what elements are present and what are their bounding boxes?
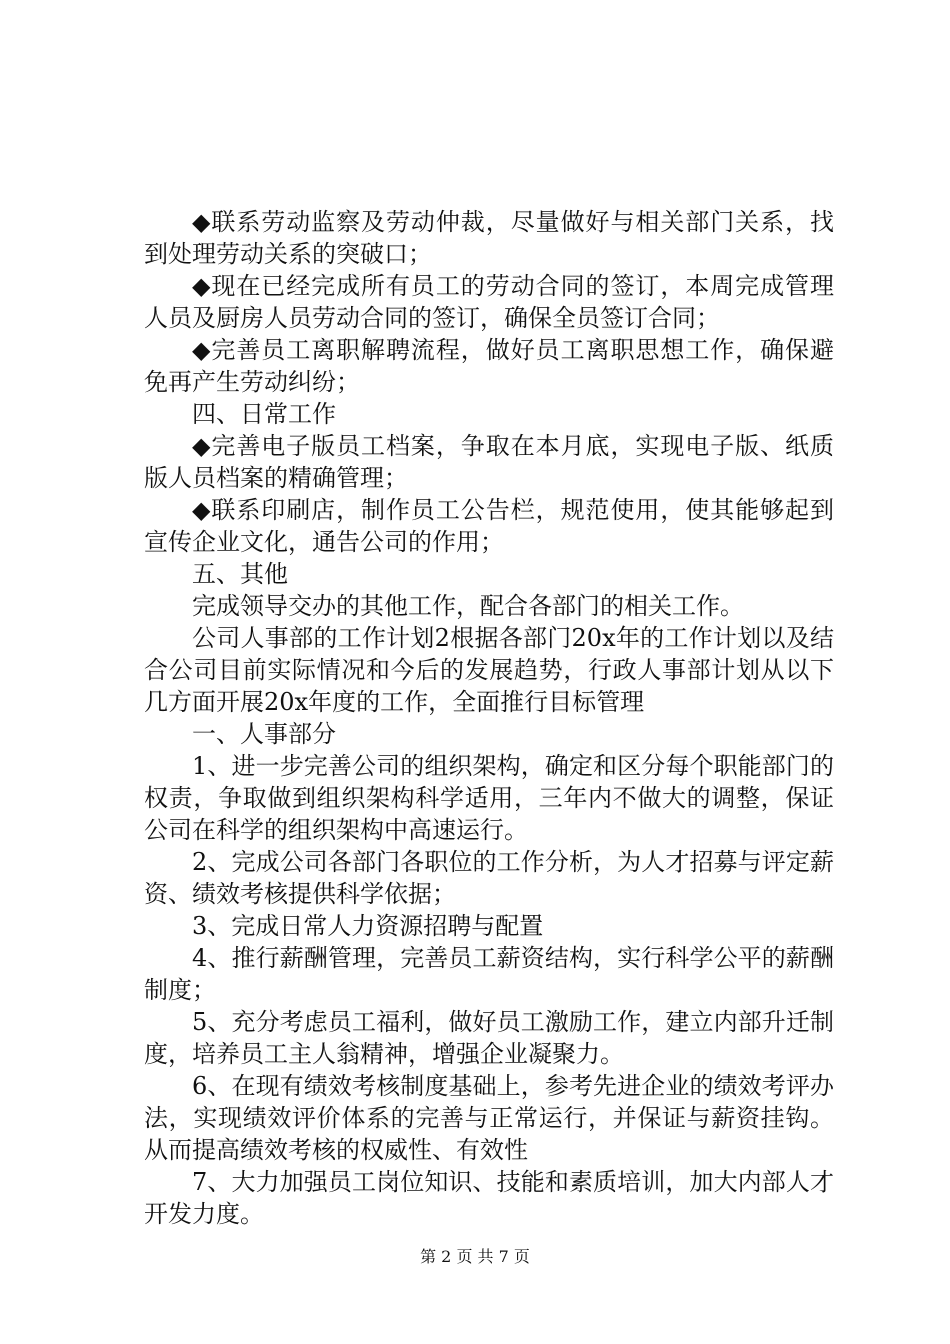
- paragraph-plan-intro: 公司人事部的工作计划2根据各部门20x年的工作计划以及结合公司目前实际情况和今后的发展趋势，行政人事部计划从以下几方面开展20x年度的工作，全面推行目标管理: [144, 624, 834, 716]
- list-item-6: 6、在现有绩效考核制度基础上，参考先进企业的绩效考评办法，实现绩效评价体系的完善与正常运行，并保证与薪资挂钩。从而提高绩效考核的权威性、有效性: [144, 1072, 834, 1164]
- section-heading-other: 五、其他: [192, 560, 288, 588]
- list-item-3: 3、完成日常人力资源招聘与配置: [192, 912, 544, 940]
- paragraph-bulletin-board: ◆联系印刷店，制作员工公告栏，规范使用，使其能够起到宣传企业文化，通告公司的作用；: [144, 496, 834, 556]
- page-number-footer: 第 2 页 共 7 页: [420, 1247, 530, 1266]
- document-body: [144, 206, 834, 1230]
- paragraph-other-tasks: 完成领导交办的其他工作，配合各部门的相关工作。: [192, 592, 744, 620]
- list-item-5: 5、充分考虑员工福利，做好员工激励工作，建立内部升迁制度，培养员工主人翁精神，增强企业凝聚力。: [144, 1008, 834, 1068]
- list-item-4: 4、推行薪酬管理，完善员工薪资结构，实行科学公平的薪酬制度；: [144, 944, 834, 1004]
- paragraph-labor-contracts: ◆现在已经完成所有员工的劳动合同的签订，本周完成管理人员及厨房人员劳动合同的签订，确保全员签订合同；: [144, 272, 834, 332]
- section-heading-daily-work: 四、日常工作: [192, 400, 336, 428]
- section-heading-hr: 一、人事部分: [192, 720, 336, 748]
- paragraph-resignation-process: ◆完善员工离职解聘流程，做好员工离职思想工作，确保避免再产生劳动纠纷；: [144, 336, 834, 396]
- list-item-2: 2、完成公司各部门各职位的工作分析，为人才招募与评定薪资、绩效考核提供科学依据；: [144, 848, 834, 908]
- paragraph-employee-files: ◆完善电子版员工档案，争取在本月底，实现电子版、纸质版人员档案的精确管理；: [144, 432, 834, 492]
- list-item-1: 1、进一步完善公司的组织架构，确定和区分每个职能部门的权责，争取做到组织架构科学适用，三年内不做大的调整，保证公司在科学的组织架构中高速运行。: [144, 752, 834, 844]
- paragraph-labor-arbitration: ◆联系劳动监察及劳动仲裁，尽量做好与相关部门关系，找到处理劳动关系的突破口；: [144, 208, 834, 268]
- list-item-7: 7、大力加强员工岗位知识、技能和素质培训，加大内部人才开发力度。: [144, 1168, 834, 1228]
